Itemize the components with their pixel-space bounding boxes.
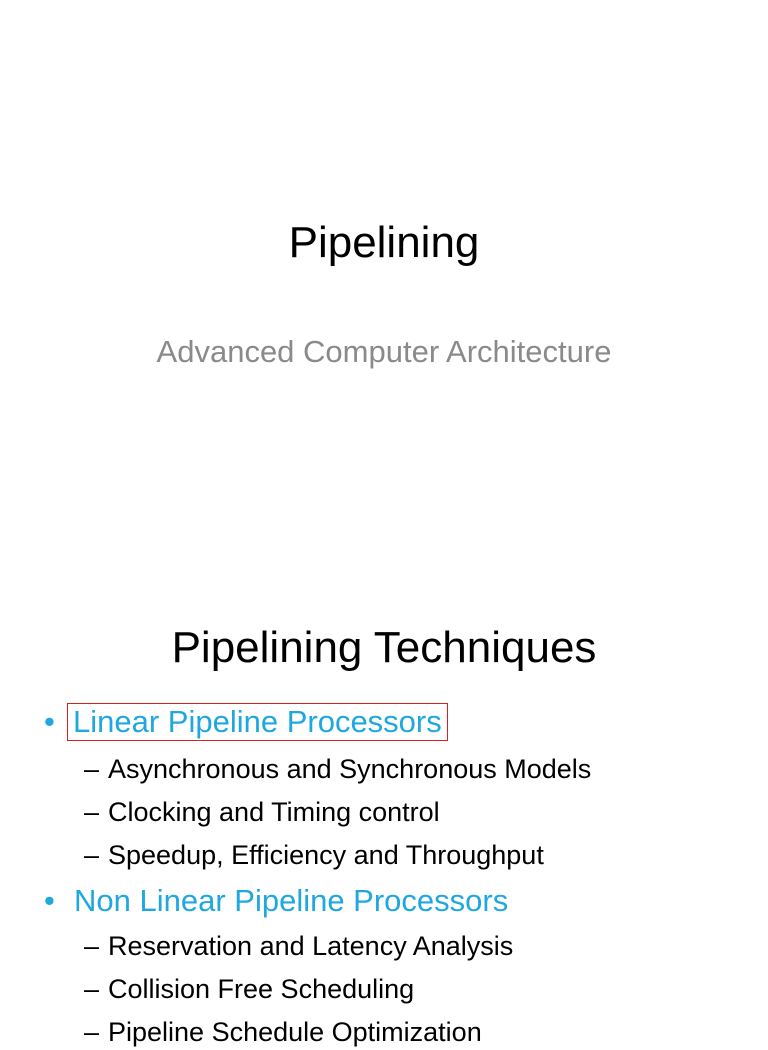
sub-item-label: Speedup, Efficiency and Throughput xyxy=(108,840,544,870)
dash-marker: – xyxy=(84,931,100,961)
slide-title: Pipelining Techniques xyxy=(171,623,597,672)
sub-item-label: Clocking and Timing control xyxy=(108,797,440,827)
dash-marker: – xyxy=(84,840,100,870)
bullet-item-linear-pipeline xyxy=(44,702,447,742)
bullet-label: Non Linear Pipeline Processors xyxy=(74,883,509,918)
slide-subtitle: Advanced Computer Architecture xyxy=(156,334,612,369)
bullet-item-non-linear-pipeline xyxy=(44,881,508,921)
sub-item xyxy=(84,794,440,830)
sub-item-label: Collision Free Scheduling xyxy=(108,974,415,1004)
sub-item xyxy=(84,1014,482,1050)
sub-item-label: Asynchronous and Synchronous Models xyxy=(108,754,592,784)
dash-marker: – xyxy=(84,754,100,784)
bullet-dot: • xyxy=(44,883,55,918)
sub-item xyxy=(84,971,414,1007)
dash-marker: – xyxy=(84,974,100,1004)
sub-item-label: Reservation and Latency Analysis xyxy=(108,931,514,961)
sub-item xyxy=(84,928,513,964)
sub-item-label: Pipeline Schedule Optimization xyxy=(108,1017,482,1047)
sub-item xyxy=(84,751,591,787)
dash-marker: – xyxy=(84,1017,100,1047)
slide-title: Pipelining xyxy=(288,218,480,267)
sub-item xyxy=(84,837,544,873)
highlighted-bullet-label: Linear Pipeline Processors xyxy=(68,704,447,740)
dash-marker: – xyxy=(84,797,100,827)
bullet-dot: • xyxy=(44,704,55,739)
